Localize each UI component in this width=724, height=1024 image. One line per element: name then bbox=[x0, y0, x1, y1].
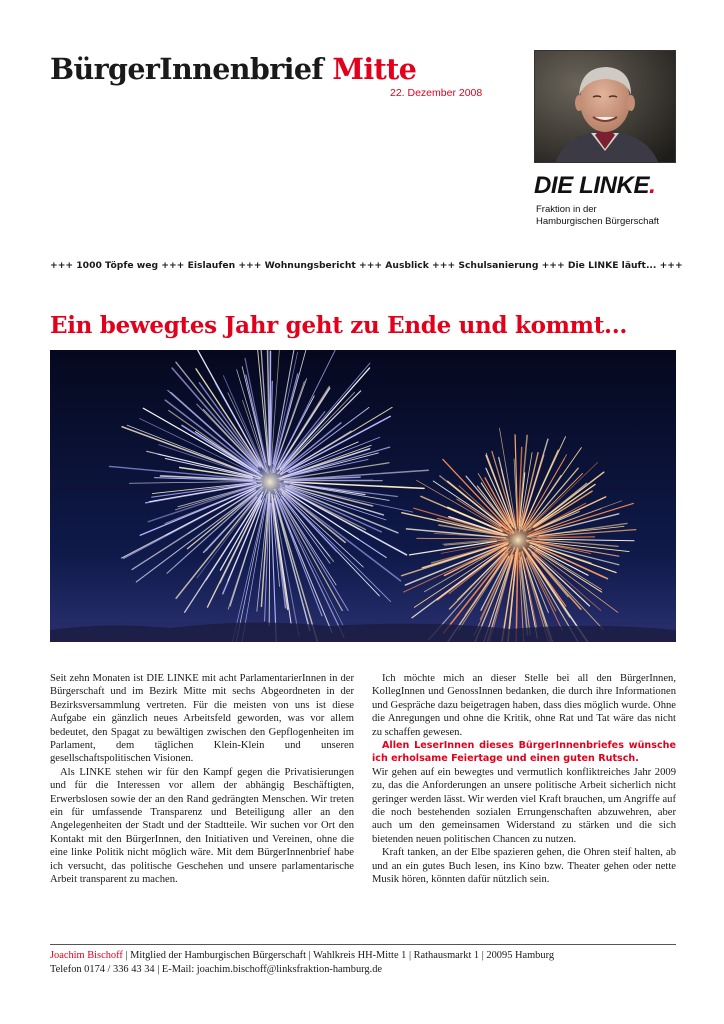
article-paragraph: Kraft tanken, an der Elbe spazieren gehen, die Ohren steif halten, ab und an ein gutes Buch lesen, ins Kino bzw. Theater gehen oder nette Musik hören, könnten dafür nützlich sein. bbox=[372, 847, 676, 886]
footer-line-2: Telefon 0174 / 336 43 34 | E-Mail: joachim.bischoff@linksfraktion-hamburg.de bbox=[50, 964, 383, 975]
article-paragraph: Ich möchte mich an dieser Stelle bei all den BürgerInnen, KollegInnen und GenossInnen bedanken, die durch ihre Informationen und Gespräche dazu beigetragen haben, dass dies möglich wurde. Ohne die Anregungen und ohne die Kritik, ohne Rat und Tat wäre das nicht zu schaffen gewesen. bbox=[372, 673, 676, 738]
author-portrait bbox=[534, 50, 676, 163]
author-details: | Mitglied der Hamburgischen Bürgerschaft | Wahlkreis HH-Mitte 1 | Rathausmarkt 1 | 20095 Hamburg bbox=[122, 950, 555, 961]
footer-line-1 bbox=[50, 949, 680, 963]
article-column-left bbox=[50, 672, 354, 887]
newsletter-title bbox=[50, 52, 500, 86]
party-subline-2: Hamburgischen Bürgerschaft bbox=[536, 216, 660, 227]
title-main: BürgerInnenbrief bbox=[50, 52, 324, 86]
author-name: Joachim Bischoff bbox=[50, 950, 123, 961]
holiday-greeting: Allen LeserInnen dieses BürgerInnenbriefes wünsche ich erholsame Feiertage und einen guten Rutsch. bbox=[372, 740, 676, 765]
title-accent: Mitte bbox=[332, 52, 417, 86]
footer-divider bbox=[50, 944, 676, 945]
headline: Ein bewegtes Jahr geht zu Ende und kommt... bbox=[50, 312, 628, 339]
article-paragraph: Als LINKE stehen wir für den Kampf gegen die Privatisierungen und für die Interessen vor allem der abhängig Beschäftigten, Erwerbslosen sowie der an den Rand gedrängten Menschen. Wir treten ein für umfassende Transparenz und Beteiligung aller an den Angelegenheiten der Stadt und der Stadtteile. Wir suchen vor Ort den Kontakt mit den BürgerInnen, den Initiativen und Vereinen, ohne die eine linke Politik nicht möglich wäre. Mit dem BürgerInnenbrief habe ich versucht, das politische Geschehen und unsere parlamentarische Arbeit transparent zu machen. bbox=[50, 766, 354, 886]
article-paragraph: Wir gehen auf ein bewegtes und vermutlich konfliktreiches Jahr 2009 zu, das die Anforderungen an unsere politische Arbeit sicherlich nicht geringer werden lässt. Wir werden viel Kraft brauchen, um Angriffe auf die noch bestehenden sozialen Errungenschaften abzuwehren, aber auch um den gemeinsamen Widerstand zu stärken und die sich bietenden neuen politischen Chancen zu nutzen. bbox=[372, 766, 676, 845]
party-logo-text: DIE LINKE bbox=[534, 172, 650, 199]
article-paragraph: Seit zehn Monaten ist DIE LINKE mit acht ParlamentarierInnen in der Bürgerschaft und im Bezirk Mitte mit sechs Abgeordneten in der Bezirksversammlung vertreten. Für die meisten von uns ist diese Aufgabe ein gänzlich neues Arbeitsfeld geworden, was vor allem bedeutet, den Spagat zu bewältigen zwischen den Gepflogenheiten im Parlament, dem täglichen Klein-Klein und unseren gesellschaftspolitischen Visionen. bbox=[50, 673, 354, 765]
party-subline-1: Fraktion in der bbox=[536, 204, 597, 215]
party-logo bbox=[534, 172, 655, 200]
masthead bbox=[50, 52, 500, 99]
contact-footer bbox=[50, 949, 680, 977]
issue-date: 22. Dezember 2008 bbox=[390, 87, 483, 99]
news-ticker: +++ 1000 Töpfe weg +++ Eislaufen +++ Wohnungsbericht +++ Ausblick +++ Schulsanierung +++ Die LINKE läuft... +++ bbox=[50, 260, 683, 271]
article-column-right bbox=[372, 672, 676, 887]
fireworks-photo bbox=[50, 350, 676, 642]
party-logo-dot: . bbox=[649, 172, 656, 199]
party-subline bbox=[536, 204, 686, 228]
